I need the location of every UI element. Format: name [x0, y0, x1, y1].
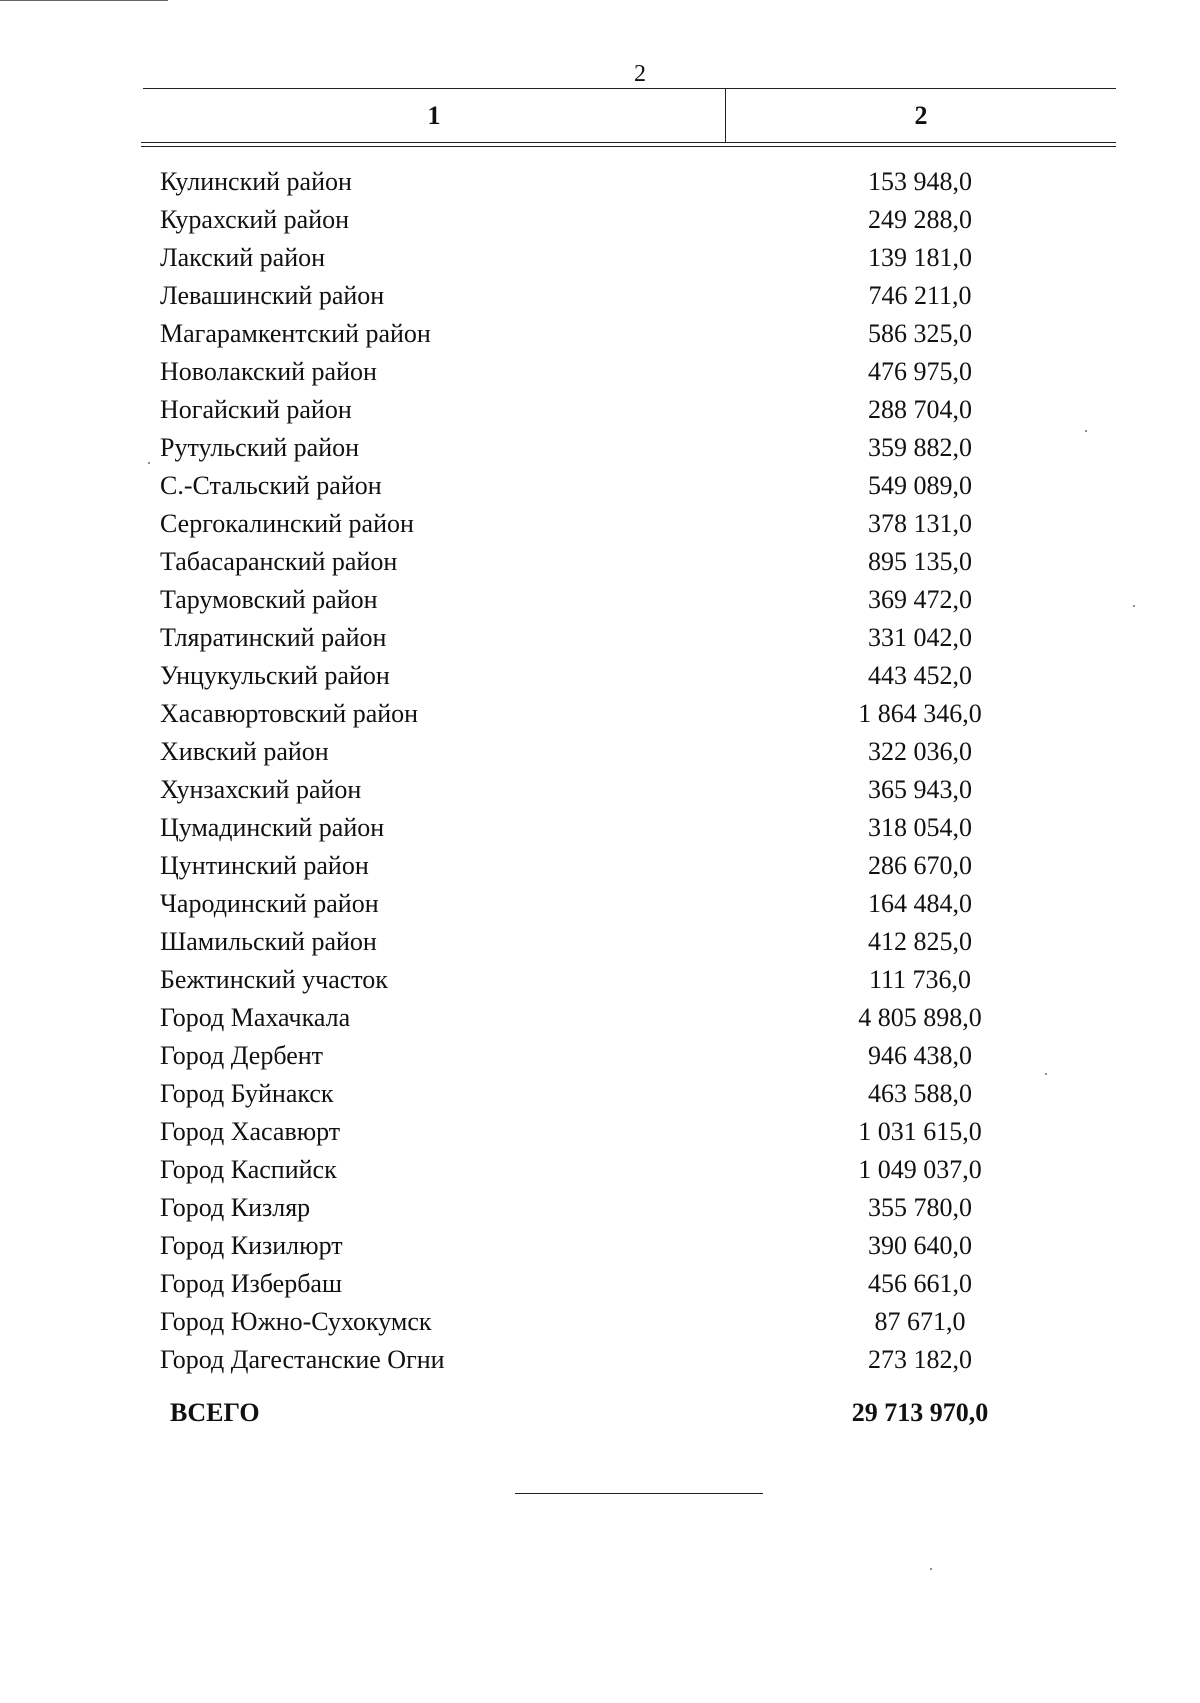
column-header-2: 2 [914, 101, 928, 130]
row-name: Кулинский район [160, 167, 352, 196]
table-row [0, 1189, 1200, 1227]
table-row [0, 1151, 1200, 1189]
row-name: Сергокалинский район [160, 509, 414, 538]
row-value: 359 882,0 [868, 433, 972, 462]
table-row [0, 847, 1200, 885]
row-value: 273 182,0 [868, 1345, 972, 1374]
table-row [0, 1037, 1200, 1075]
row-value: 443 452,0 [868, 661, 972, 690]
table-row [0, 1265, 1200, 1303]
row-name: Хасавюртовский район [160, 699, 419, 728]
table-row [0, 1303, 1200, 1341]
row-name: Город Кизляр [160, 1193, 311, 1222]
table-row [0, 277, 1200, 315]
row-name: Курахский район [160, 205, 350, 234]
row-value: 369 472,0 [868, 585, 972, 614]
row-name: Город Избербаш [160, 1269, 342, 1298]
row-name: Табасаранский район [160, 547, 398, 576]
table-row [0, 695, 1200, 733]
table-row [0, 467, 1200, 505]
table-row [0, 771, 1200, 809]
scan-speck [1085, 430, 1087, 432]
table-row [0, 543, 1200, 581]
table-row [0, 1113, 1200, 1151]
table-row [0, 315, 1200, 353]
corner-scan-mark [0, 0, 168, 1]
table-row [0, 581, 1200, 619]
row-value: 1 864 346,0 [858, 699, 982, 728]
row-value: 549 089,0 [868, 471, 972, 500]
row-value: 322 036,0 [868, 737, 972, 766]
row-name: Магарамкентский район [160, 319, 431, 348]
scan-speck [148, 462, 150, 464]
row-value: 4 805 898,0 [858, 1003, 982, 1032]
row-name: С.-Стальский район [160, 471, 382, 500]
row-value: 946 438,0 [868, 1041, 972, 1070]
table-row [0, 1227, 1200, 1265]
table-row [0, 657, 1200, 695]
page-number: 2 [634, 61, 646, 87]
row-name: Город Буйнакск [160, 1079, 334, 1108]
row-name: Город Дагестанские Огни [160, 1345, 445, 1374]
total-label: ВСЕГО [170, 1398, 260, 1427]
table-row [0, 429, 1200, 467]
table-row [0, 619, 1200, 657]
row-value: 586 325,0 [868, 319, 972, 348]
table-row [0, 999, 1200, 1037]
row-name: Тарумовский район [160, 585, 378, 614]
table-row [0, 163, 1200, 201]
row-value: 476 975,0 [868, 357, 972, 386]
row-value: 318 054,0 [868, 813, 972, 842]
table-row [0, 961, 1200, 999]
row-value: 355 780,0 [868, 1193, 972, 1222]
row-name: Город Махачкала [160, 1003, 351, 1032]
total-row [0, 1394, 1200, 1432]
row-value: 390 640,0 [868, 1231, 972, 1260]
table-row [0, 809, 1200, 847]
row-value: 111 736,0 [868, 965, 972, 994]
row-value: 1 049 037,0 [858, 1155, 982, 1184]
row-value: 895 135,0 [868, 547, 972, 576]
row-value: 249 288,0 [868, 205, 972, 234]
row-value: 456 661,0 [868, 1269, 972, 1298]
row-name: Хивский район [160, 737, 329, 766]
row-value: 463 588,0 [868, 1079, 972, 1108]
row-value: 378 131,0 [868, 509, 972, 538]
row-value: 286 670,0 [868, 851, 972, 880]
row-value: 164 484,0 [868, 889, 972, 918]
row-name: Город Дербент [160, 1041, 324, 1070]
row-value: 412 825,0 [868, 927, 972, 956]
row-value: 288 704,0 [868, 395, 972, 424]
row-value: 87 671,0 [874, 1307, 966, 1336]
row-name: Лакский район [160, 243, 326, 272]
row-name: Город Хасавюрт [160, 1117, 341, 1146]
end-rule [515, 1493, 763, 1494]
row-name: Тляратинский район [160, 623, 387, 652]
row-value: 331 042,0 [868, 623, 972, 652]
row-value: 365 943,0 [868, 775, 972, 804]
column-header-1: 1 [143, 89, 726, 143]
row-value: 153 948,0 [868, 167, 972, 196]
row-value: 139 181,0 [868, 243, 972, 272]
table-row [0, 733, 1200, 771]
row-name: Город Каспийск [160, 1155, 337, 1184]
table-row [0, 239, 1200, 277]
row-name: Город Кизилюрт [160, 1231, 343, 1260]
row-name: Левашинский район [160, 281, 385, 310]
row-value: 1 031 615,0 [858, 1117, 982, 1146]
table-row [0, 353, 1200, 391]
scan-speck [1133, 605, 1135, 607]
scan-speck [1045, 1073, 1047, 1075]
table-row [0, 391, 1200, 429]
scan-speck [930, 1568, 932, 1570]
table-row [0, 505, 1200, 543]
row-value: 746 211,0 [868, 281, 972, 310]
row-name: Город Южно-Сухокумск [160, 1307, 432, 1336]
row-name: Бежтинский участок [160, 965, 388, 994]
row-name: Унцукульский район [160, 661, 390, 690]
table-row [0, 885, 1200, 923]
table-row [0, 1075, 1200, 1113]
row-name: Хунзахский район [160, 775, 362, 804]
row-name: Ногайский район [160, 395, 352, 424]
header-double-rule [141, 142, 1116, 147]
row-name: Цумадинский район [160, 813, 385, 842]
table-header [143, 88, 1116, 145]
total-value: 29 713 970,0 [851, 1398, 989, 1427]
row-name: Цунтинский район [160, 851, 369, 880]
table-row [0, 1341, 1200, 1379]
table-row [0, 201, 1200, 239]
row-name: Шамильский район [160, 927, 377, 956]
row-name: Рутульский район [160, 433, 360, 462]
table-body [0, 163, 1200, 1379]
table-row [0, 923, 1200, 961]
row-name: Чародинский район [160, 889, 379, 918]
row-name: Новолакский район [160, 357, 377, 386]
